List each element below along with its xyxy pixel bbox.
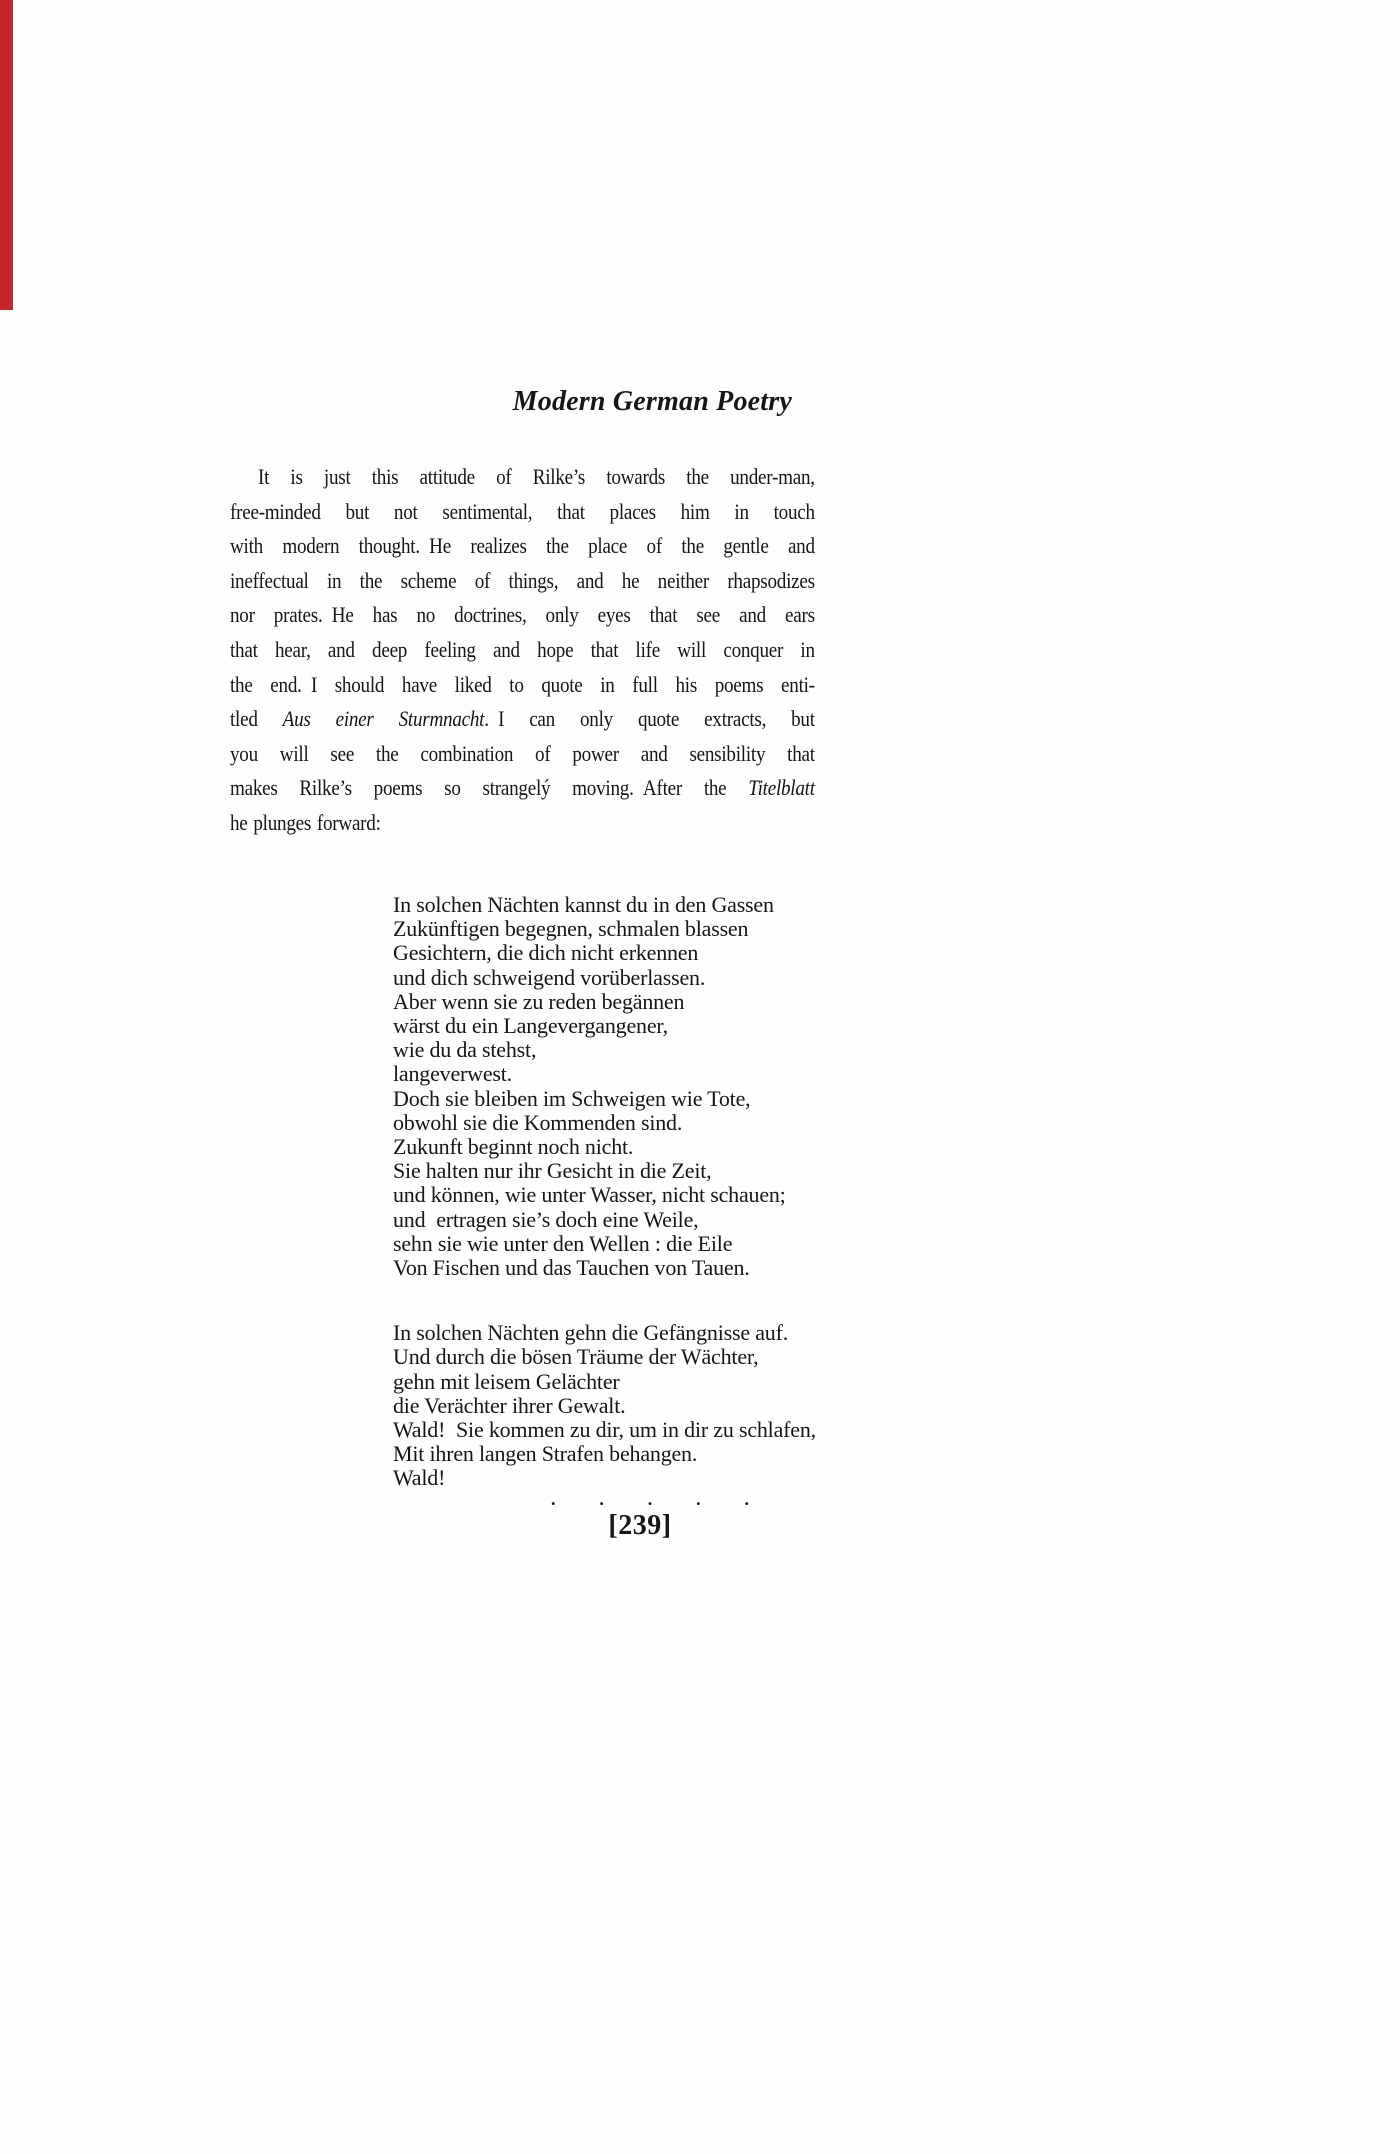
text-segment: und können, wie unter Wasser, nicht schauen; [393,1182,786,1208]
poem-line [393,1418,816,1442]
poem-line [393,1111,816,1135]
running-header: Modern German Poetry [512,386,792,417]
text-segment: sehn sie wie unter den Wellen : die Eile [393,1230,733,1256]
text-segment: with modern thought. He realizes the place of the gentle and [230,533,815,559]
italic-text: Titelblatt [748,775,815,801]
poem-line [393,1159,816,1183]
text-segment: die Verächter ihrer Gewalt. [393,1392,626,1418]
poem-line [393,893,816,917]
separator-dot [745,1490,750,1508]
poem-block [393,893,816,1491]
text-segment: In solchen Nächten kannst du in den Gassen [393,892,774,917]
poem-line [393,1135,816,1159]
poem-line [393,1345,816,1369]
text-segment: Zukünftigen begegnen, schmalen blassen [393,916,749,942]
text-segment: langeverwest. [393,1061,512,1087]
poem-stanza-1 [393,893,816,1280]
poem-line [393,966,816,990]
paragraph-line [230,668,815,703]
paragraph-line [230,737,815,772]
poem-line [393,1183,816,1207]
text-segment: nor prates. He has no doctrines, only eyes that see and ears [230,602,815,628]
poem-line [393,1087,816,1111]
paragraph-line [230,495,815,530]
text-segment: tled [230,706,283,732]
text-segment: obwohl sie die Kommenden sind. [393,1109,683,1135]
text-segment: und ertragen sie’s doch eine Weile, [393,1206,699,1232]
paragraph-line [230,460,815,495]
text-segment: Mit ihren langen Strafen behangen. [393,1441,698,1467]
text-segment: he plunges forward: [230,809,381,835]
text-segment: In solchen Nächten gehn die Gefängnisse auf. [393,1320,788,1346]
page-number: [239] [608,1510,672,1541]
poem-line [393,1321,816,1345]
poem-line [393,1466,816,1490]
paragraph-line [230,598,815,633]
text-segment: free-minded but not sentimental, that places him in touch [230,498,815,524]
paragraph-line [230,702,815,737]
text-segment: wie du da stehst, [393,1037,537,1063]
separator-dot [648,1490,653,1508]
separator-dot [696,1490,701,1508]
text-segment: . [744,1489,749,1509]
text-segment: It is just this attitude of Rilke’s towards the under-man, [258,464,815,489]
text-segment: . [551,1489,556,1509]
text-segment: wärst du ein Langevergangener, [393,1013,668,1039]
text-segment: gehn mit leisem Gelächter [393,1368,620,1394]
text-segment: Wald! Sie kommen zu dir, um in dir zu schlafen, [393,1417,816,1443]
ellipsis-separator [551,1490,749,1508]
poem-line [393,990,816,1014]
paragraph-line [230,529,815,564]
text-segment: Gesichtern, die dich nicht erkennen [393,940,699,966]
body-paragraph [230,460,815,841]
poem-line [393,1442,816,1466]
text-segment: Sie halten nur ihr Gesicht in die Zeit, [393,1158,712,1184]
text-segment: Und durch die bösen Träume der Wächter, [393,1344,759,1370]
poem-line [393,941,816,965]
text-segment: makes Rilke’s poems so strangelý moving. After the [230,775,749,801]
text-segment: the end. I should have liked to quote in full his poems enti- [230,671,815,697]
text-segment: . [696,1489,701,1509]
paragraph-line [230,771,815,806]
text-segment: Doch sie bleiben im Schweigen wie Tote, [393,1085,751,1111]
text-segment: Wald! [393,1465,446,1491]
poem-stanza-2 [393,1321,816,1490]
text-segment: you will see the combination of power and sensibility that [230,740,815,766]
poem-line [393,917,816,941]
separator-dot [599,1490,604,1508]
paragraph-line [230,633,815,668]
text-segment: Von Fischen und das Tauchen von Tauen. [393,1255,750,1281]
italic-text: Aus einer Sturmnacht [282,706,485,732]
text-segment: ineffectual in the scheme of things, and he neither rhapsodizes [230,567,815,593]
poem-line [393,1208,816,1232]
text-segment: und dich schweigend vorüberlassen. [393,964,706,990]
poem-line [393,1394,816,1418]
binding-edge-stripe [0,0,13,310]
poem-line [393,1370,816,1394]
paragraph-line [230,564,815,599]
poem-line [393,1038,816,1062]
poem-line [393,1014,816,1038]
text-segment: that hear, and deep feeling and hope that life will conquer in [230,636,815,662]
text-segment: . I can only quote extracts, but [484,706,815,732]
text-segment: . [647,1489,653,1509]
separator-dot [551,1490,556,1508]
poem-line [393,1256,816,1280]
paragraph-line [230,806,815,841]
text-segment: . [599,1489,604,1509]
text-segment: Zukunft beginnt noch nicht. [393,1134,634,1160]
poem-line [393,1232,816,1256]
poem-line [393,1062,816,1086]
text-segment: Aber wenn sie zu reden begännen [393,988,685,1014]
